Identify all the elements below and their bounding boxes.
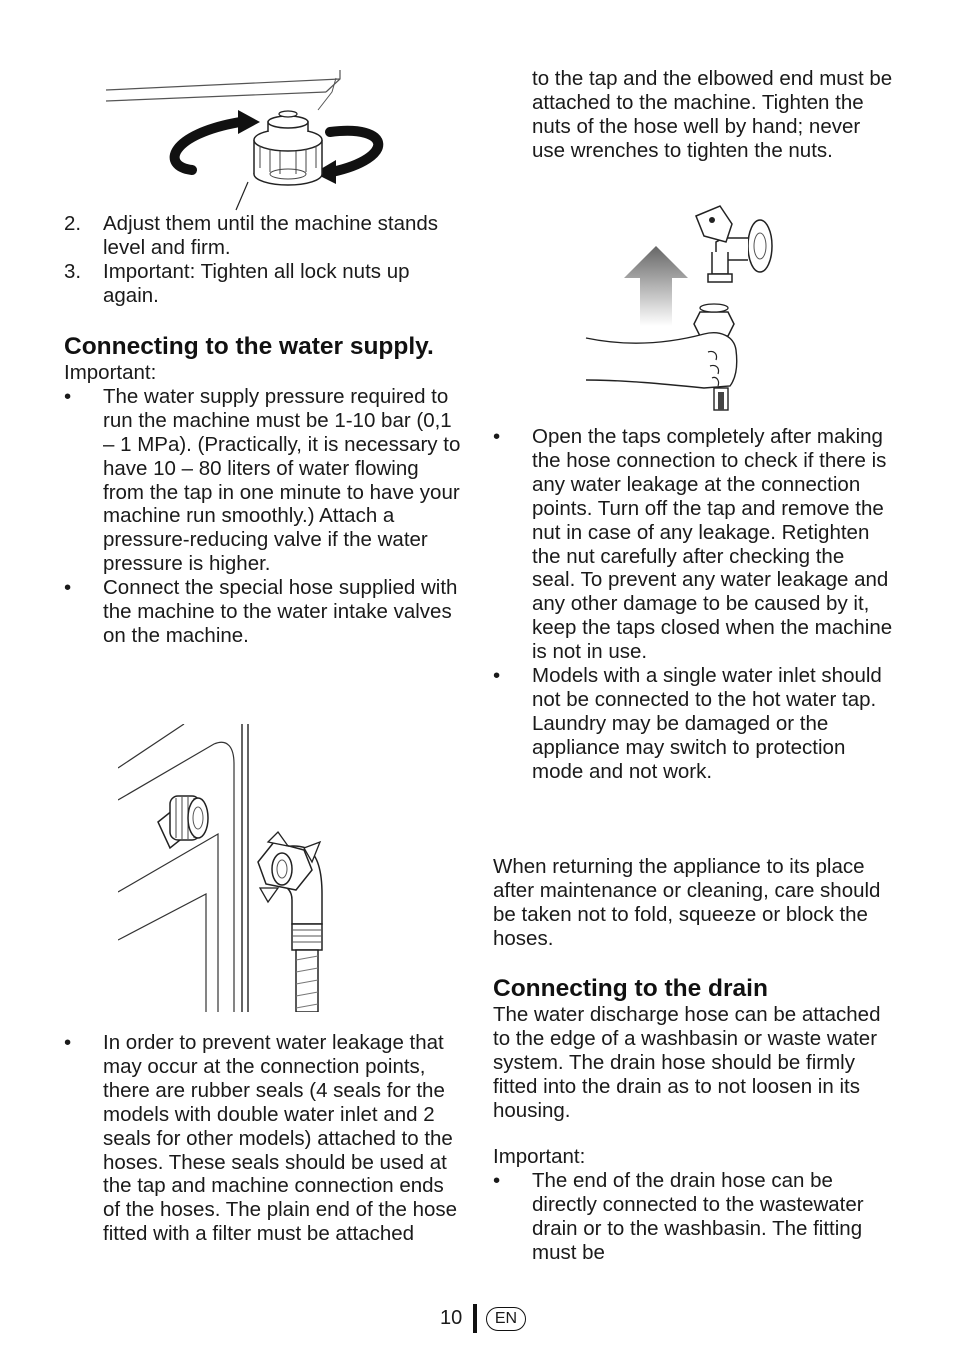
step-item — [64, 212, 464, 260]
bullet-marker: • — [493, 1168, 501, 1192]
bullet-text: Connect the special hose supplied with the machine to the water intake valves on the machine. — [103, 576, 458, 647]
continued-paragraph — [493, 67, 893, 163]
water-inlet-illustration — [118, 724, 340, 1012]
bullet-text: Open the taps completely after making the hose connection to check if there is any water leakage at the connection points. Turn off the tap and remove the nut in case of any leakage. Retighten the nut carefully after checking the seal. To prevent any water leakage and any other damage to be caused by it, keep the taps closed when the machine is not in use. — [532, 425, 893, 664]
bullet-item — [64, 1031, 464, 1246]
bullet-item — [493, 425, 893, 664]
important-label: Important: — [64, 361, 157, 384]
tap-connection-illustration — [584, 202, 784, 414]
step-number: 3. — [64, 259, 82, 283]
bullet-text: The end of the drain hose can be directly connected to the wastewater drain or to the washbasin. The fitting must be — [532, 1168, 864, 1264]
bullet-item — [493, 664, 893, 784]
bullet-text: The water supply pressure required to run the machine must be 1-10 bar (0,1 – 1 MPa). (Practically, it is necessary to have 10 – 80 liters of water flowing from the tap in one minute to have your machine run smoothly.) Attach a pressure-reducing valve if the water pressure is higher. — [103, 384, 461, 576]
bullet-marker: • — [493, 425, 501, 448]
bullet-text: Models with a single water inlet should not be connected to the hot water tap. Laundry may be damaged or the appliance may switch to protection mode and not work. — [532, 664, 882, 783]
foot-adjustment-illustration — [100, 70, 400, 215]
heading-drain: Connecting to the drain — [493, 975, 768, 1002]
language-badge: EN — [486, 1307, 526, 1331]
drain-paragraph: The water discharge hose can be attached to the edge of a washbasin or waste water system. The drain hose should be firmly fitted into the drain as to not loosen in its housing. — [493, 1003, 881, 1122]
continued-text: to the tap and the elbowed end must be attached to the machine. Tighten the nuts of the hose well by hand; never use wrenches to tighten the nuts. — [532, 67, 893, 162]
step-number: 2. — [64, 212, 82, 235]
bullet-item — [64, 385, 464, 576]
footer-divider — [473, 1304, 477, 1333]
bullet-marker: • — [64, 576, 72, 600]
bullet-marker: • — [493, 664, 501, 688]
bullet-item — [64, 576, 464, 648]
bullet-item — [493, 1169, 893, 1265]
important-label: Important: — [493, 1145, 586, 1168]
step-text: Important: Tighten all lock nuts up again. — [103, 259, 410, 307]
step-text: Adjust them until the machine stands level and firm. — [103, 212, 439, 259]
heading-water-supply: Connecting to the water supply. — [64, 333, 434, 360]
page-number: 10 — [440, 1307, 463, 1329]
bullet-text: In order to prevent water leakage that may occur at the connection points, there are rubber seals (4 seals for the models with double water inlet and 2 seals for other models) attached to the hoses. These seals should be used at the tap and machine connection ends of the hoses. The plain end of the hose fitted with a filter must be attached — [103, 1031, 458, 1246]
returning-paragraph: When returning the appliance to its place after maintenance or cleaning, care should be taken not to fold, squeeze or block the hoses. — [493, 855, 881, 950]
bullet-marker: • — [64, 384, 72, 408]
step-item — [64, 260, 464, 308]
bullet-marker: • — [64, 1031, 72, 1054]
